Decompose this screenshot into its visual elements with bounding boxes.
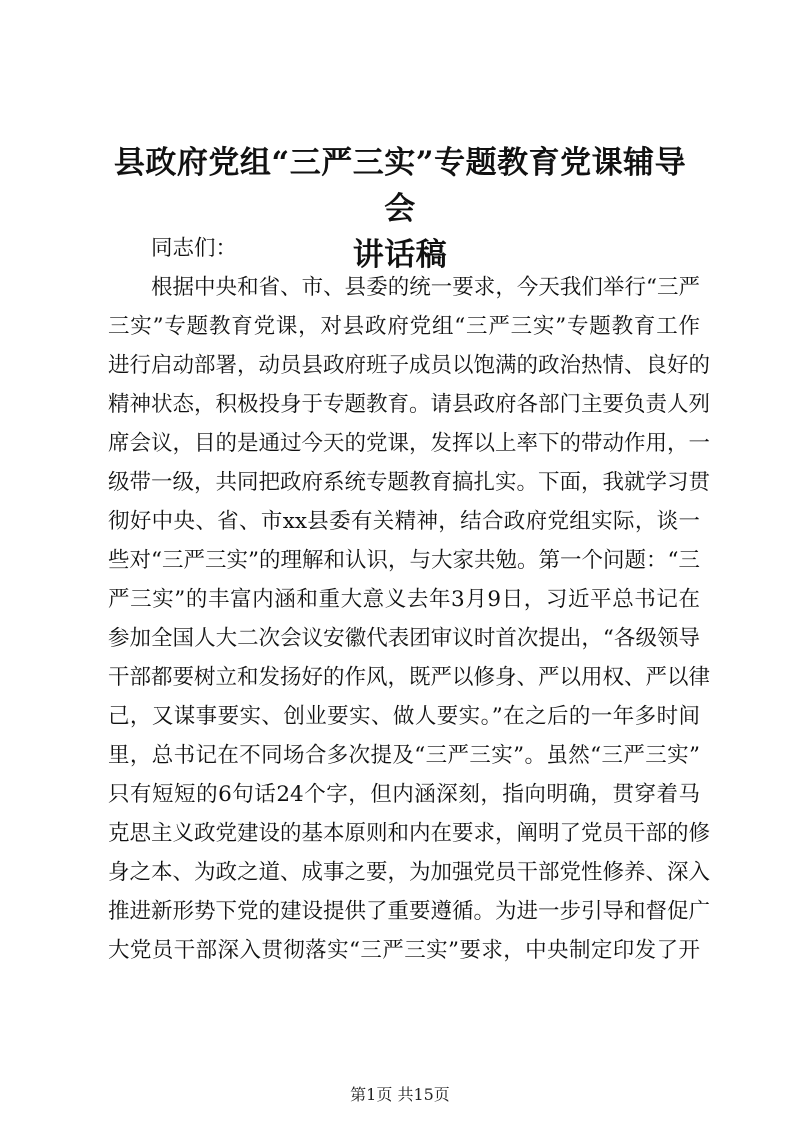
page-number: 第1页 共15页 bbox=[350, 1085, 450, 1104]
body-line: 根据中央和省、市、县委的统一要求，今天我们举行“三严 bbox=[151, 275, 700, 300]
body-line: 推进新形势下党的建设提供了重要遵循。为进一步引导和督促广 bbox=[108, 899, 711, 924]
body-line: 席会议，目的是通过今天的党课，发挥以上率下的带动作用，一 bbox=[108, 431, 711, 456]
body-line: 己，又谋事要实、创业要实、做人要实。”在之后的一年多时间 bbox=[108, 704, 700, 729]
title-line-1: 县政府党组“三严三实”专题教育党课辅导会 bbox=[113, 145, 687, 227]
body-line: 只有短短的6句话24个字，但内涵深刻，指向明确，贯穿着马 bbox=[108, 782, 700, 807]
title-line-2: 讲话稿 bbox=[352, 237, 448, 273]
document-body bbox=[108, 229, 711, 970]
body-line: 三实”专题教育党课，对县政府党组“三严三实”专题教育工作 bbox=[108, 314, 700, 339]
body-line: 些对“三严三实”的理解和认识，与大家共勉。第一个问题：“三 bbox=[108, 548, 700, 573]
body-line: 克思主义政党建设的基本原则和内在要求，阐明了党员干部的修 bbox=[108, 821, 711, 846]
body-line: 进行启动部署，动员县政府班子成员以饱满的政治热情、良好的 bbox=[108, 353, 711, 378]
body-line: 里，总书记在不同场合多次提及“三严三实”。虽然“三严三实” bbox=[108, 743, 700, 768]
body-line: 干部都要树立和发扬好的作风，既严以修身、严以用权、严以律 bbox=[108, 665, 711, 690]
body-line: 大党员干部深入贯彻落实“三严三实”要求，中央制定印发了开 bbox=[108, 938, 700, 963]
body-line: 精神状态，积极投身于专题教育。请县政府各部门主要负责人列 bbox=[108, 392, 711, 417]
body-line: 严三实”的丰富内涵和重大意义去年3月9日，习近平总书记在 bbox=[108, 587, 700, 612]
body-line: 级带一级，共同把政府系统专题教育搞扎实。下面，我就学习贯 bbox=[108, 470, 711, 495]
body-line: 彻好中央、省、市xx县委有关精神，结合政府党组实际，谈一 bbox=[108, 509, 700, 534]
body-line: 参加全国人大二次会议安徽代表团审议时首次提出，“各级领导 bbox=[108, 626, 700, 651]
salutation: 同志们： bbox=[151, 236, 238, 261]
body-line: 身之本、为政之道、成事之要，为加强党员干部党性修养、深入 bbox=[108, 860, 711, 885]
